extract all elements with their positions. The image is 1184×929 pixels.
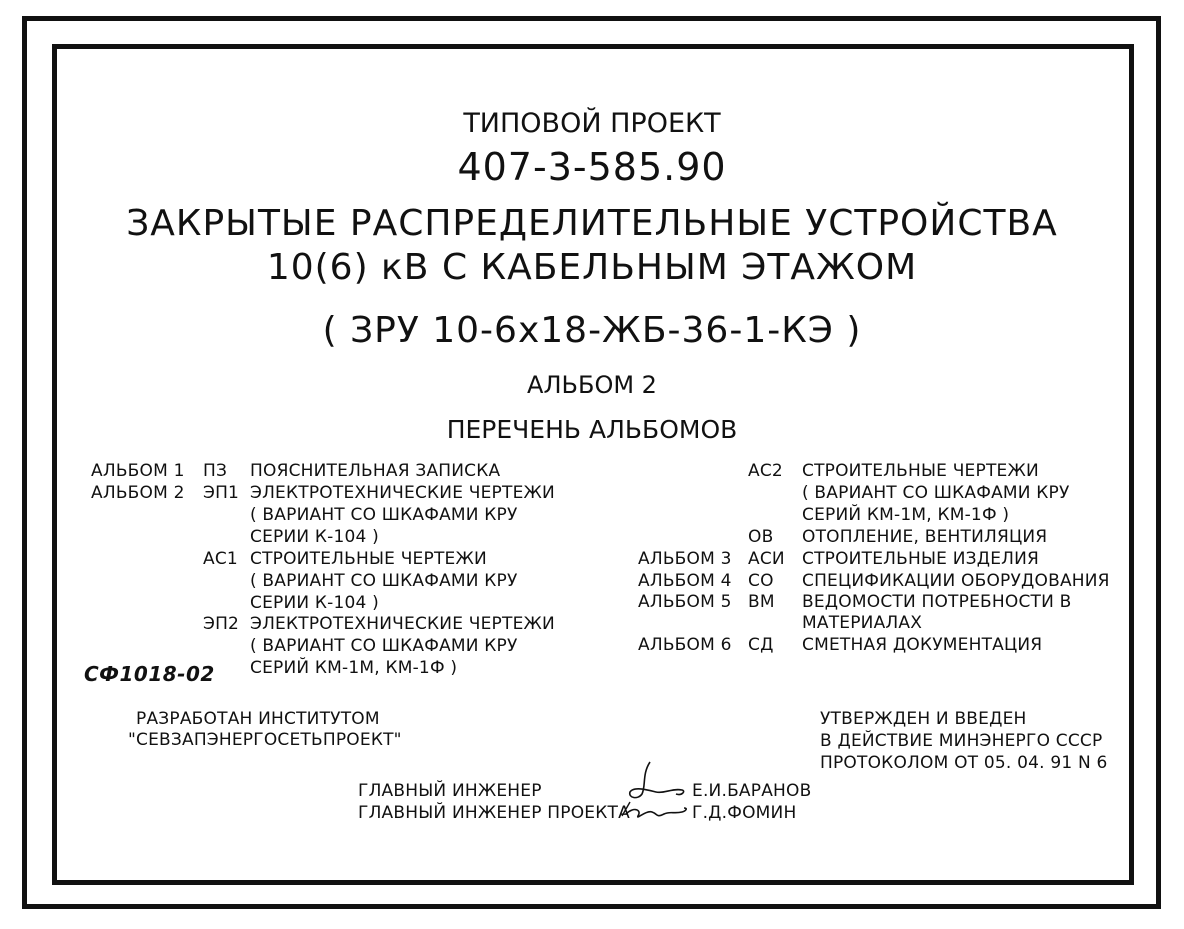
project-name-line1: ЗАКРЫТЫЕ РАСПРЕДЕЛИТЕЛЬНЫЕ УСТРОЙСТВА (126, 203, 1058, 244)
section-note: ( ВАРИАНТ СО ШКАФАМИ КРУ (802, 483, 1070, 503)
section-note: ( ВАРИАНТ СО ШКАФАМИ КРУ (250, 636, 518, 656)
album-label: АЛЬБОМ 3 (638, 549, 732, 569)
project-engineer-name: Г.Д.ФОМИН (692, 803, 797, 823)
section-note: ( ВАРИАНТ СО ШКАФАМИ КРУ (250, 571, 518, 591)
section-code: ВМ (748, 592, 775, 612)
section-code: СД (748, 635, 774, 655)
project-number: 407-3-585.90 (457, 145, 727, 189)
album-label: АЛЬБОМ 2 (91, 483, 185, 503)
section-note: СЕРИЙ КМ-1М, КМ-1Ф ) (802, 505, 1010, 525)
handwritten-signatures (612, 756, 697, 826)
section-code: АСИ (748, 549, 785, 569)
chief-engineer-label: ГЛАВНЫЙ ИНЖЕНЕР (358, 781, 542, 801)
project-name-line2: 10(6) кВ С КАБЕЛЬНЫМ ЭТАЖОМ (266, 247, 918, 288)
developer-institute: "СЕВЗАПЭНЕРГОСЕТЬПРОЕКТ" (128, 730, 402, 750)
section-code: АС1 (203, 549, 238, 569)
section-title: СТРОИТЕЛЬНЫЕ ИЗДЕЛИЯ (802, 549, 1040, 569)
handwritten-stamp-code: СФ1018-02 (84, 662, 215, 686)
section-title: ЭЛЕКТРОТЕХНИЧЕСКИЕ ЧЕРТЕЖИ (250, 614, 555, 634)
approval-line2: В ДЕЙСТВИЕ МИНЭНЕРГО СССР (820, 731, 1103, 751)
album-label: АЛЬБОМ 6 (638, 635, 732, 655)
section-title: СПЕЦИФИКАЦИИ ОБОРУДОВАНИЯ (802, 571, 1110, 591)
developer-line1: РАЗРАБОТАН ИНСТИТУТОМ (136, 709, 380, 729)
section-code: ЭП2 (203, 614, 240, 634)
section-title: ОТОПЛЕНИЕ, ВЕНТИЛЯЦИЯ (802, 527, 1048, 547)
chief-engineer-name: Е.И.БАРАНОВ (692, 781, 812, 801)
section-note: МАТЕРИАЛАХ (802, 613, 923, 633)
project-engineer-label: ГЛАВНЫЙ ИНЖЕНЕР ПРОЕКТА (358, 803, 630, 823)
album-label: АЛЬБОМ 4 (638, 571, 732, 591)
approval-protocol: ПРОТОКОЛОМ ОТ 05. 04. 91 N 6 (820, 753, 1108, 773)
section-note: СЕРИЙ КМ-1М, КМ-1Ф ) (250, 658, 458, 678)
album-number: АЛЬБОМ 2 (527, 371, 657, 399)
section-title: ЭЛЕКТРОТЕХНИЧЕСКИЕ ЧЕРТЕЖИ (250, 483, 555, 503)
section-note: ( ВАРИАНТ СО ШКАФАМИ КРУ (250, 505, 518, 525)
list-heading: ПЕРЕЧЕНЬ АЛЬБОМОВ (446, 415, 738, 444)
approval-line1: УТВЕРЖДЕН И ВВЕДЕН (820, 709, 1027, 729)
section-title: СМЕТНАЯ ДОКУМЕНТАЦИЯ (802, 635, 1043, 655)
section-title: ПОЯСНИТЕЛЬНАЯ ЗАПИСКА (250, 461, 501, 481)
album-label: АЛЬБОМ 5 (638, 592, 732, 612)
section-code: ЭП1 (203, 483, 240, 503)
section-code: СО (748, 571, 774, 591)
section-note: СЕРИИ К-104 ) (250, 593, 379, 613)
album-label: АЛЬБОМ 1 (91, 461, 185, 481)
project-code: ( ЗРУ 10-6х18-ЖБ-36-1-КЭ ) (322, 310, 862, 351)
section-code: ОВ (748, 527, 774, 547)
section-title: СТРОИТЕЛЬНЫЕ ЧЕРТЕЖИ (802, 461, 1039, 481)
section-title: СТРОИТЕЛЬНЫЕ ЧЕРТЕЖИ (250, 549, 487, 569)
section-note: СЕРИИ К-104 ) (250, 527, 379, 547)
section-code: АС2 (748, 461, 783, 481)
project-type: ТИПОВОЙ ПРОЕКТ (463, 108, 721, 139)
section-code: ПЗ (203, 461, 228, 481)
section-title: ВЕДОМОСТИ ПОТРЕБНОСТИ В (802, 592, 1072, 612)
